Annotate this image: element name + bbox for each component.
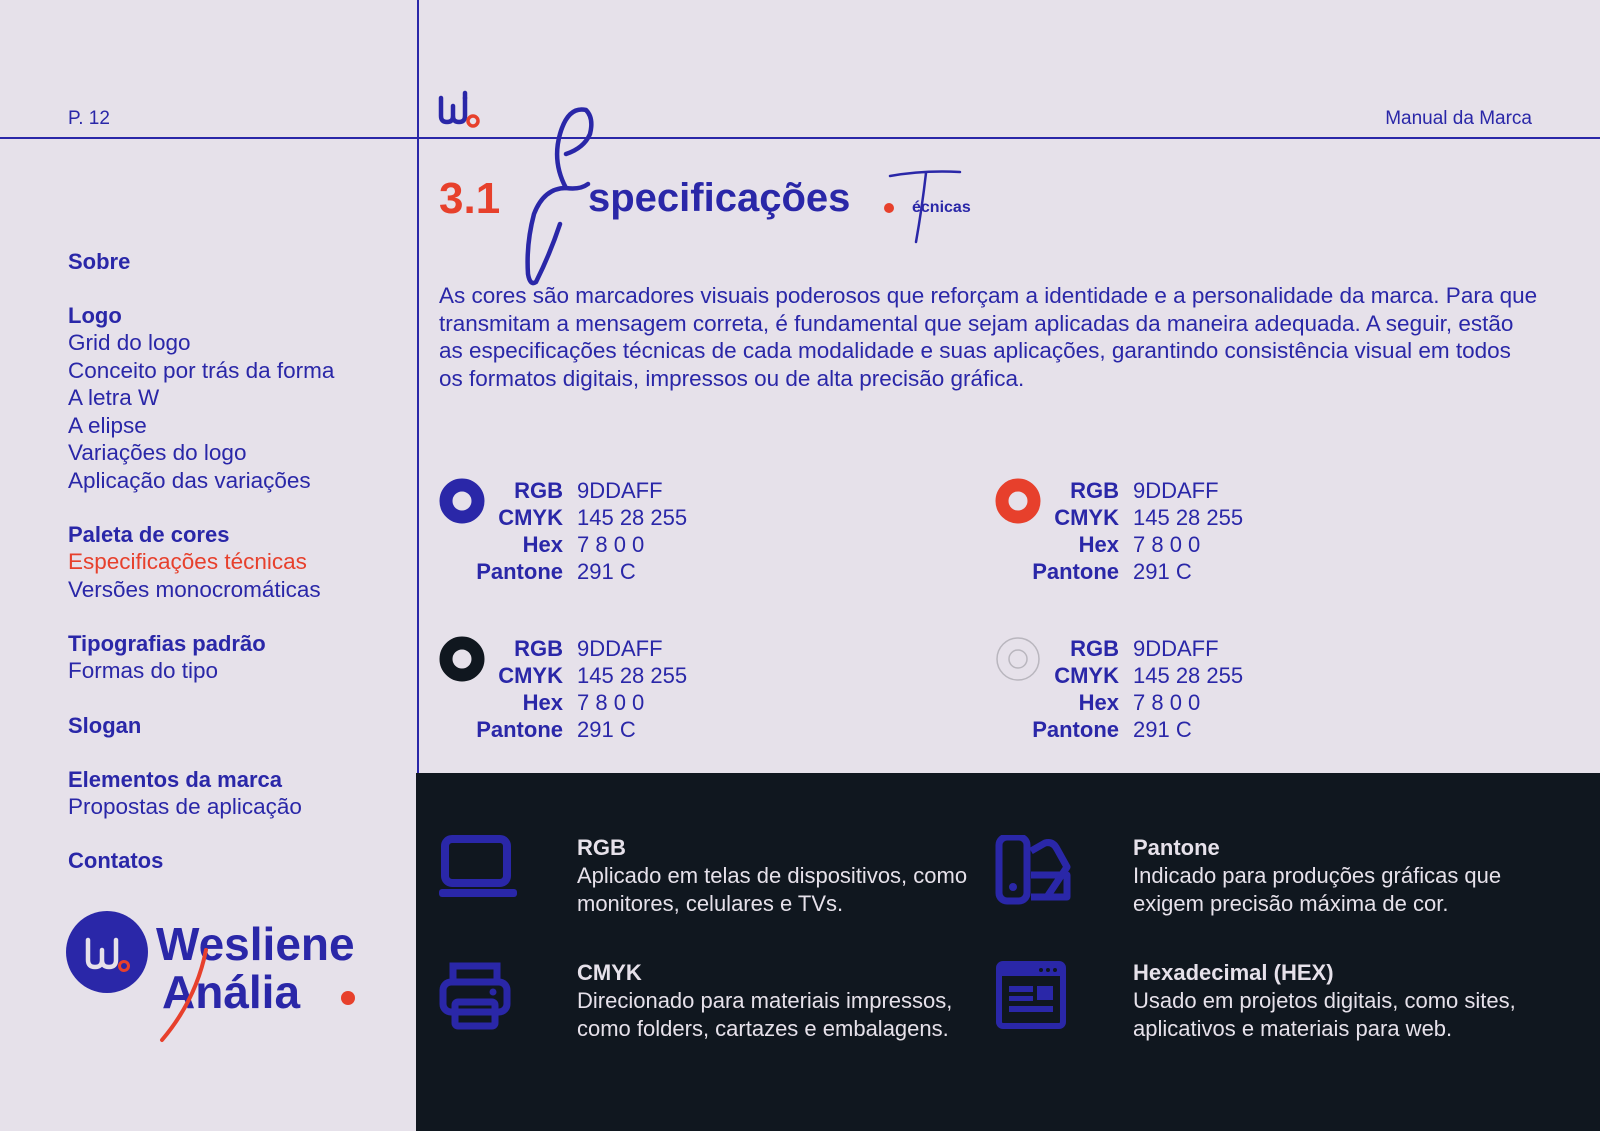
color-swatch [439, 478, 769, 598]
page-number: P. 12 [68, 108, 110, 129]
nav-heading[interactable]: Sobre [68, 249, 131, 274]
section-title: specificações [588, 176, 851, 220]
spec-label: Pantone [1032, 559, 1119, 584]
nav-heading[interactable]: Contatos [68, 848, 164, 873]
spec-value: 9DDAFF [577, 478, 663, 503]
spec-row [995, 636, 1325, 663]
color-swatch [995, 636, 1325, 756]
mode-title: CMYK [577, 960, 642, 985]
spec-row [995, 532, 1325, 559]
nav-item[interactable]: A letra W [68, 385, 160, 410]
spec-value: 7 8 0 0 [1133, 690, 1201, 715]
spec-value: 145 28 255 [1133, 505, 1244, 530]
brand-name-line1: Wesliene [156, 918, 355, 970]
nav-item[interactable]: Conceito por trás da forma [68, 357, 335, 383]
spec-row [439, 636, 769, 663]
nav-group [68, 248, 408, 275]
spec-row [439, 505, 769, 532]
mode-title: Pantone [1133, 835, 1220, 860]
spec-label: CMYK [498, 663, 563, 688]
spec-value: 291 C [577, 717, 636, 742]
intro-paragraph: As cores são marcadores visuais poderosos que reforçam a identidade e a personalidade da marca. Para que transmitam a mensagem correta, é fundamental que sejam aplicadas da maneira adequada. A seguir, estão as especificações técnicas de cada modalidade e suas aplicações, garantindo consistência visual em todos os formatos digitais, impressos ou de alta precisão gráfica. [439, 283, 1538, 391]
spec-label: Hex [522, 690, 563, 715]
browser-window-icon [995, 960, 1075, 1030]
spec-row [439, 717, 769, 744]
nav-group [68, 847, 408, 874]
w-logo-icon [437, 90, 485, 130]
color-swatch [995, 478, 1325, 598]
spec-row [439, 663, 769, 690]
spec-value: 7 8 0 0 [577, 532, 645, 557]
spec-label: RGB [1070, 636, 1119, 661]
nav-item[interactable]: Versões monocromáticas [68, 576, 321, 602]
mode-description: Usado em projetos digitais, como sites, aplicativos e materiais para web. [1133, 988, 1516, 1041]
spec-value: 7 8 0 0 [1133, 532, 1201, 557]
nav-heading[interactable]: Paleta de cores [68, 522, 230, 547]
spec-label: CMYK [498, 505, 563, 530]
nav-group [68, 302, 408, 494]
spec-label: RGB [514, 636, 563, 661]
spec-row [439, 690, 769, 717]
nav-heading[interactable]: Logo [68, 303, 122, 328]
section-number: 3.1 [439, 174, 501, 223]
nav-item[interactable]: Especificações técnicas [68, 549, 307, 574]
spec-value: 145 28 255 [577, 505, 688, 530]
nav-item[interactable]: Formas do tipo [68, 658, 219, 683]
spec-value: 291 C [1133, 717, 1192, 742]
spec-value: 7 8 0 0 [577, 690, 645, 715]
spec-label: CMYK [1054, 505, 1119, 530]
spec-row [995, 690, 1325, 717]
brand-logo [66, 910, 396, 1060]
header-rule [0, 137, 1600, 139]
spec-row [995, 663, 1325, 690]
mode-title: Hexadecimal (HEX) [1133, 960, 1334, 985]
nav-heading[interactable]: Tipografias padrão [68, 631, 266, 656]
spec-row [439, 478, 769, 505]
spec-row [995, 559, 1325, 586]
spec-row [995, 717, 1325, 744]
spec-label: Hex [1078, 532, 1119, 557]
spec-value: 145 28 255 [577, 663, 688, 688]
nav-group [68, 521, 408, 603]
nav-item[interactable]: Grid do logo [68, 330, 191, 355]
spec-label: RGB [1070, 478, 1119, 503]
spec-row [439, 532, 769, 559]
mode-description: Aplicado em telas de dispositivos, como monitores, celulares e TVs. [577, 863, 968, 916]
spec-label: Hex [1078, 690, 1119, 715]
nav-item[interactable]: Aplicação das variações [68, 467, 311, 493]
nav-group [68, 712, 408, 739]
spec-row [439, 559, 769, 586]
printer-icon [439, 960, 519, 1030]
spec-label: Pantone [476, 717, 563, 742]
spec-value: 145 28 255 [1133, 663, 1244, 688]
mode-title: RGB [577, 835, 626, 860]
mode-description: Indicado para produções gráficas que exigem precisão máxima de cor. [1133, 863, 1502, 916]
brand-name-line2: Anália [162, 966, 301, 1018]
spec-value: 9DDAFF [577, 636, 663, 661]
mode-description: Direcionado para materiais impressos, como folders, cartazes e embalagens. [577, 988, 953, 1041]
nav-item[interactable]: Propostas de aplicação [68, 793, 302, 819]
color-swatch [439, 636, 769, 756]
nav-group [68, 766, 408, 821]
nav-item[interactable]: A elipse [68, 412, 147, 438]
spec-value: 291 C [577, 559, 636, 584]
spec-row [995, 505, 1325, 532]
document-title: Manual da Marca [1385, 108, 1532, 129]
spec-label: Hex [522, 532, 563, 557]
table-of-contents [68, 248, 408, 901]
spec-label: Pantone [476, 559, 563, 584]
spec-label: RGB [514, 478, 563, 503]
nav-item[interactable]: Variações do logo [68, 440, 247, 465]
sidebar-rule [417, 0, 419, 775]
nav-heading[interactable]: Slogan [68, 712, 142, 738]
spec-value: 291 C [1133, 559, 1192, 584]
color-modes-panel [416, 773, 1600, 1131]
spec-value: 9DDAFF [1133, 636, 1219, 661]
swatchbook-icon [995, 835, 1075, 905]
spec-label: CMYK [1054, 663, 1119, 688]
laptop-icon [439, 835, 519, 905]
spec-label: Pantone [1032, 717, 1119, 742]
spec-value: 9DDAFF [1133, 478, 1219, 503]
nav-group [68, 630, 408, 685]
nav-heading[interactable]: Elementos da marca [68, 766, 282, 792]
section-subtitle: écnicas [912, 199, 971, 216]
spec-row [995, 478, 1325, 505]
